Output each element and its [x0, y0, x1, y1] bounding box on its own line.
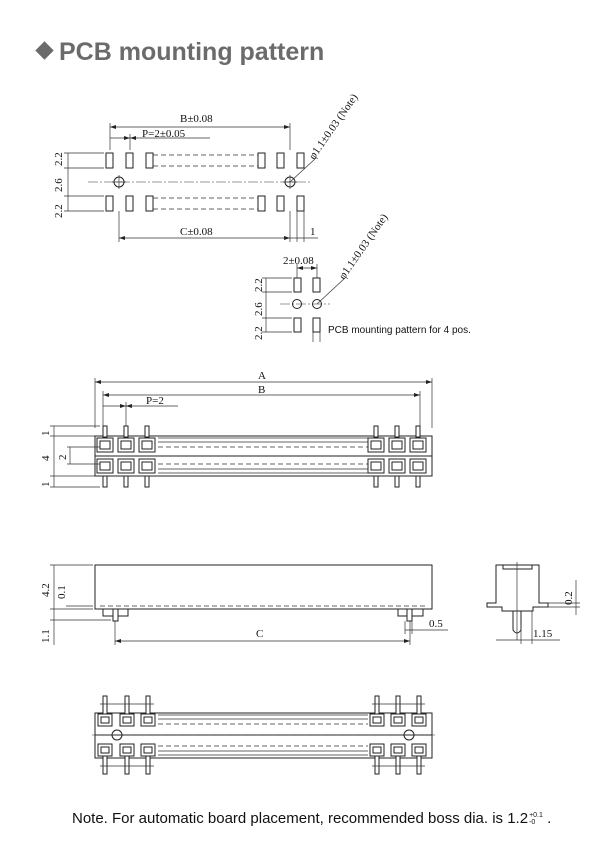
dim-a: A — [258, 370, 266, 382]
dim-1-15: 1.15 — [533, 628, 553, 640]
four-pos-caption: PCB mounting pattern for 4 pos. — [328, 325, 471, 336]
dim-1-1: 1.1 — [40, 629, 52, 643]
dim-1: 1 — [310, 226, 316, 238]
four-pos-dim-2-2-top: 2.2 — [253, 278, 265, 292]
dim-0-2: 0.2 — [563, 591, 575, 605]
dim-2-2-top: 2.2 — [53, 152, 65, 166]
connector-bottom-view — [92, 696, 435, 774]
title-text: PCB mounting pattern — [59, 38, 325, 66]
four-pos-dim-2-6: 2.6 — [253, 302, 265, 316]
tol-plus: +0.1 — [529, 812, 543, 820]
dim-p: P=2±0.05 — [142, 128, 186, 140]
connector-top-view — [40, 370, 432, 487]
four-pos-dim-2-2-bottom: 2.2 — [253, 326, 265, 340]
dim-0-1: 0.1 — [56, 585, 68, 599]
dim-4-2: 4.2 — [40, 583, 52, 597]
four-pos-hole-note: φ1.1±0.03 (Note) — [336, 211, 391, 282]
four-pos-pitch: 2±0.08 — [283, 255, 314, 267]
tol-minus: -0 — [529, 819, 536, 827]
dim-2-2-bottom: 2.2 — [53, 204, 65, 218]
dim-b: B±0.08 — [180, 113, 213, 125]
connector-end-view — [487, 562, 580, 644]
dim-1-top: 1 — [40, 430, 52, 436]
dim-p-top-view: P=2 — [146, 395, 164, 407]
dim-c-side: C — [256, 628, 264, 640]
footnote: Note. For automatic board placement, recommended boss dia. is 1.2 +0.1 -0 . — [72, 810, 552, 827]
pcb-pattern-main — [53, 92, 361, 242]
dim-2: 2 — [57, 454, 69, 460]
note-text: Note. For automatic board placement, recommended boss dia. is 1.2 — [72, 810, 529, 827]
pcb-pattern-4pos — [253, 212, 471, 342]
dim-b-top-view: B — [258, 384, 266, 396]
connector-side-view — [40, 565, 448, 645]
dim-0-5: 0.5 — [429, 618, 443, 630]
tolerance — [529, 812, 543, 826]
dim-c: C±0.08 — [180, 226, 213, 238]
dim-1-bottom: 1 — [40, 481, 52, 487]
dim-4: 4 — [40, 455, 52, 461]
hole-note: φ1.1±0.03 (Note) — [306, 91, 361, 162]
dim-2-6: 2.6 — [53, 178, 65, 192]
